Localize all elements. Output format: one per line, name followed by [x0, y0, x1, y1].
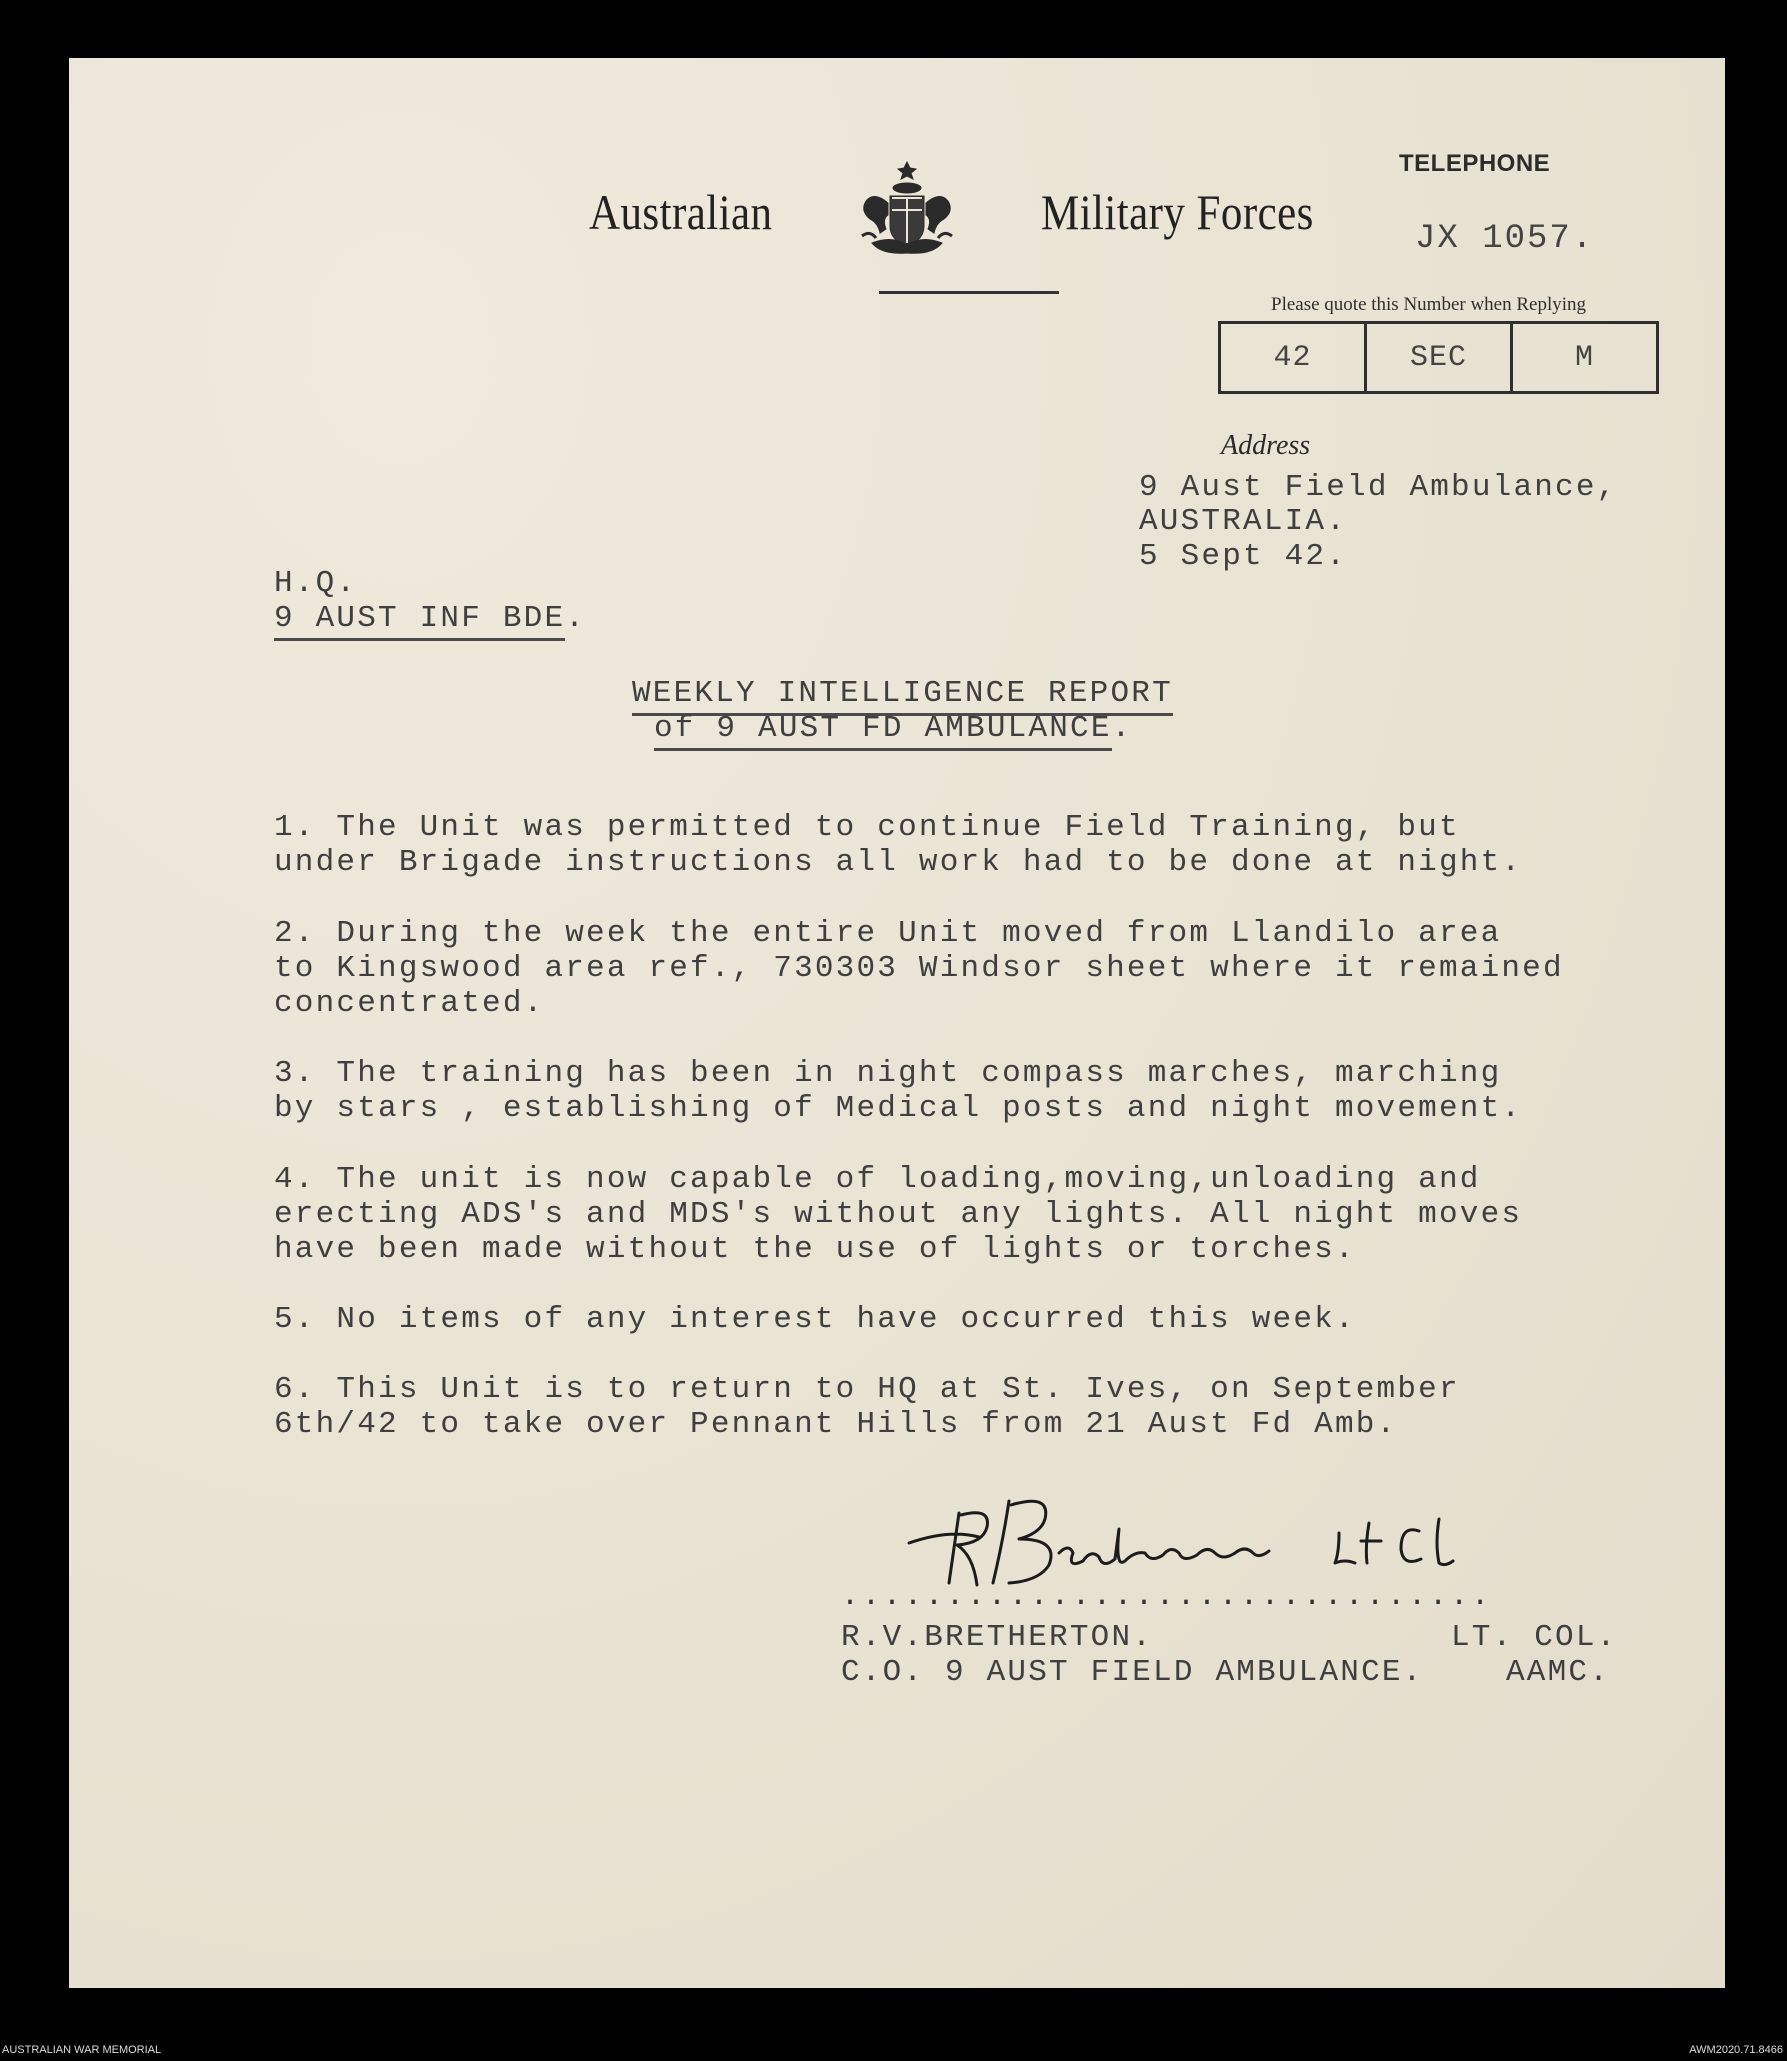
signatory-rank: LT. COL. — [1451, 1620, 1618, 1655]
letter-date: 5 Sept 42. — [1139, 539, 1348, 574]
paragraph-line: concentrated. — [274, 986, 545, 1021]
recipient-unit — [274, 601, 586, 636]
reference-box — [1218, 321, 1659, 394]
paragraph-5 — [274, 1302, 1614, 1337]
paragraph-line: 6. This Unit is to return to HQ at St. Ives, on September — [274, 1372, 1460, 1407]
paragraph-line: by stars , establishing of Medical posts and night movement. — [274, 1091, 1523, 1126]
paragraph-1 — [274, 810, 1614, 880]
telephone-number: JX 1057. — [1415, 220, 1595, 258]
letterhead-left-word: Australian — [589, 184, 773, 240]
reference-cell: 42 — [1273, 340, 1312, 375]
paragraph-line: to Kingswood area ref., 730303 Windsor sheet where it remained — [274, 951, 1564, 986]
reference-cell: SEC — [1364, 324, 1510, 391]
paragraph-line: 3. The training has been in night compass marches, marching — [274, 1056, 1502, 1091]
address-label: Address — [1221, 430, 1311, 461]
letter-sheet — [69, 58, 1725, 1988]
paragraph-line: erecting ADS's and MDS's without any lights. All night moves — [274, 1197, 1523, 1232]
coat-of-arms-icon — [852, 158, 962, 268]
signatory-corps: AAMC. — [1506, 1655, 1611, 1690]
report-title — [632, 676, 1173, 711]
report-subtitle-period: . — [1111, 711, 1133, 746]
paragraph-6 — [274, 1372, 1614, 1442]
recipient-unit-text: 9 AUST INF BDE — [274, 601, 565, 641]
paragraph-line: 2. During the week the entire Unit moved from Llandilo area — [274, 916, 1502, 951]
signatory-position: C.O. 9 AUST FIELD AMBULANCE. — [841, 1655, 1424, 1690]
paragraph-line: under Brigade instructions all work had to be done at night. — [274, 845, 1523, 880]
signature-dot-line: ............................... — [841, 1580, 1493, 1614]
paragraph-line: 5. No items of any interest have occurred this week. — [274, 1302, 1356, 1337]
archive-accession: AWM2020.71.8466 — [1689, 2044, 1783, 2056]
signatory-name: R.V.BRETHERTON. — [841, 1620, 1154, 1655]
recipient-unit-period: . — [565, 601, 587, 636]
paragraph-4 — [274, 1162, 1614, 1267]
paragraph-line: 1. The Unit was permitted to continue Field Training, but — [274, 810, 1460, 845]
report-title-text: WEEKLY INTELLIGENCE REPORT — [632, 676, 1173, 716]
sender-address-line: 9 Aust Field Ambulance, — [1139, 470, 1618, 505]
archive-institution: AUSTRALIAN WAR MEMORIAL — [2, 2044, 162, 2056]
reference-cell: M — [1510, 324, 1656, 391]
archive-footer-bar — [0, 2040, 1787, 2061]
paragraph-2 — [274, 916, 1614, 1021]
paragraph-3 — [274, 1056, 1614, 1126]
recipient-line: H.Q. — [274, 566, 358, 601]
sender-address-line: AUSTRALIA. — [1139, 504, 1348, 539]
report-subtitle-text: of 9 AUST FD AMBULANCE — [654, 711, 1112, 751]
letterhead-rule — [879, 291, 1059, 294]
telephone-label: TELEPHONE — [1399, 150, 1551, 177]
paragraph-line: 6th/42 to take over Pennant Hills from 21 Aust Fd Amb. — [274, 1407, 1398, 1442]
letterhead-right-word: Military Forces — [1041, 184, 1314, 240]
paragraph-line: have been made without the use of lights or torches. — [274, 1232, 1356, 1267]
report-subtitle — [654, 711, 1132, 746]
reference-note: Please quote this Number when Replying — [1271, 294, 1587, 315]
paragraph-line: 4. The unit is now capable of loading,moving,unloading and — [274, 1162, 1481, 1197]
